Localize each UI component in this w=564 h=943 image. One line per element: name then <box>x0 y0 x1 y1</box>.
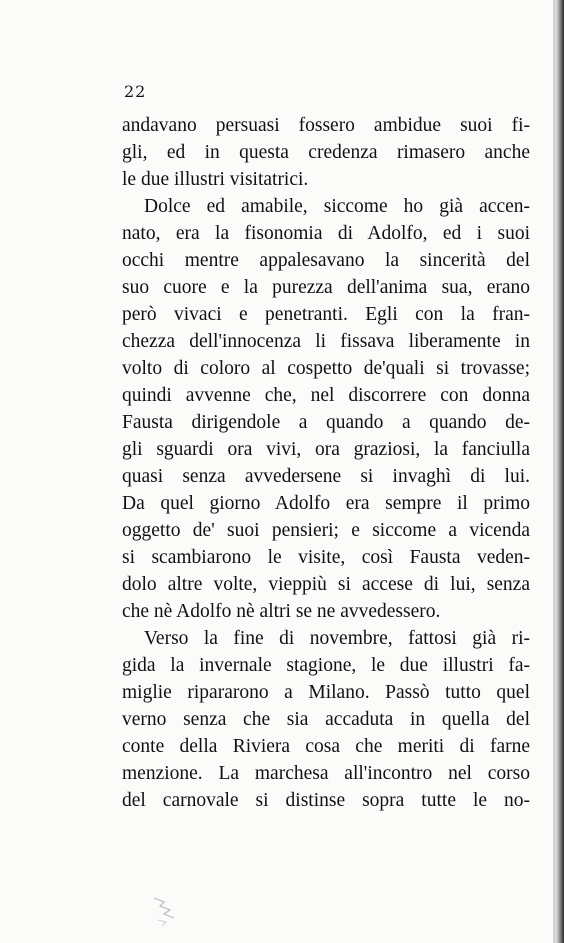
text-line: occhi mentre appalesavano la sincerità del <box>122 250 530 271</box>
text-line: Da quel giorno Adolfo era sempre il primo <box>122 493 530 514</box>
text-line: nato, era la fisonomia di Adolfo, ed i suoi <box>122 223 530 244</box>
text-line: Fausta dirigendole a quando a quando de- <box>122 412 530 433</box>
text-line: quindi avvenne che, nel discorrere con donna <box>122 385 530 406</box>
text-line: volto di coloro al cospetto de'quali si trovasse; <box>122 358 530 379</box>
text-line: conte della Riviera cosa che meriti di farne <box>122 736 530 757</box>
text-line: Dolce ed amabile, siccome ho già accen- <box>144 196 530 217</box>
text-line: suo cuore e la purezza dell'anima sua, erano <box>122 277 530 298</box>
page-number: 22 <box>124 82 147 101</box>
body-text <box>122 112 530 814</box>
text-line: però vivaci e penetranti. Egli con la fran- <box>122 304 530 325</box>
text-line: che nè Adolfo nè altri se ne avvedessero. <box>122 601 441 622</box>
text-line: chezza dell'innocenza li fissava liberamente in <box>122 331 530 352</box>
text-line: Verso la fine di novembre, fattosi già ri- <box>144 628 530 649</box>
text-line: verno senza che sia accaduta in quella del <box>122 709 530 730</box>
text-line: quasi senza avvedersene si invaghì di lui. <box>122 466 530 487</box>
text-line: oggetto de' suoi pensieri; e siccome a vicenda <box>122 520 530 541</box>
text-line: dolo altre volte, vieppiù si accese di lui, senza <box>122 574 530 595</box>
text-line: andavano persuasi fossero ambidue suoi fi- <box>122 115 530 136</box>
text-line: del carnovale si distinse sopra tutte le no- <box>122 790 530 811</box>
text-line: gida la invernale stagione, le due illustri fa- <box>122 655 530 676</box>
text-line: gli, ed in questa credenza rimasero anche <box>122 142 530 163</box>
text-line: menzione. La marchesa all'incontro nel corso <box>122 763 530 784</box>
ink-smudge <box>150 892 190 928</box>
text-line: le due illustri visitatrici. <box>122 169 309 190</box>
text-line: gli sguardi ora vivi, ora graziosi, la fanciulla <box>122 439 530 460</box>
text-line: si scambiarono le visite, così Fausta veden- <box>122 547 530 568</box>
page-edge <box>556 0 564 943</box>
text-line: miglie ripararono a Milano. Passò tutto quel <box>122 682 530 703</box>
